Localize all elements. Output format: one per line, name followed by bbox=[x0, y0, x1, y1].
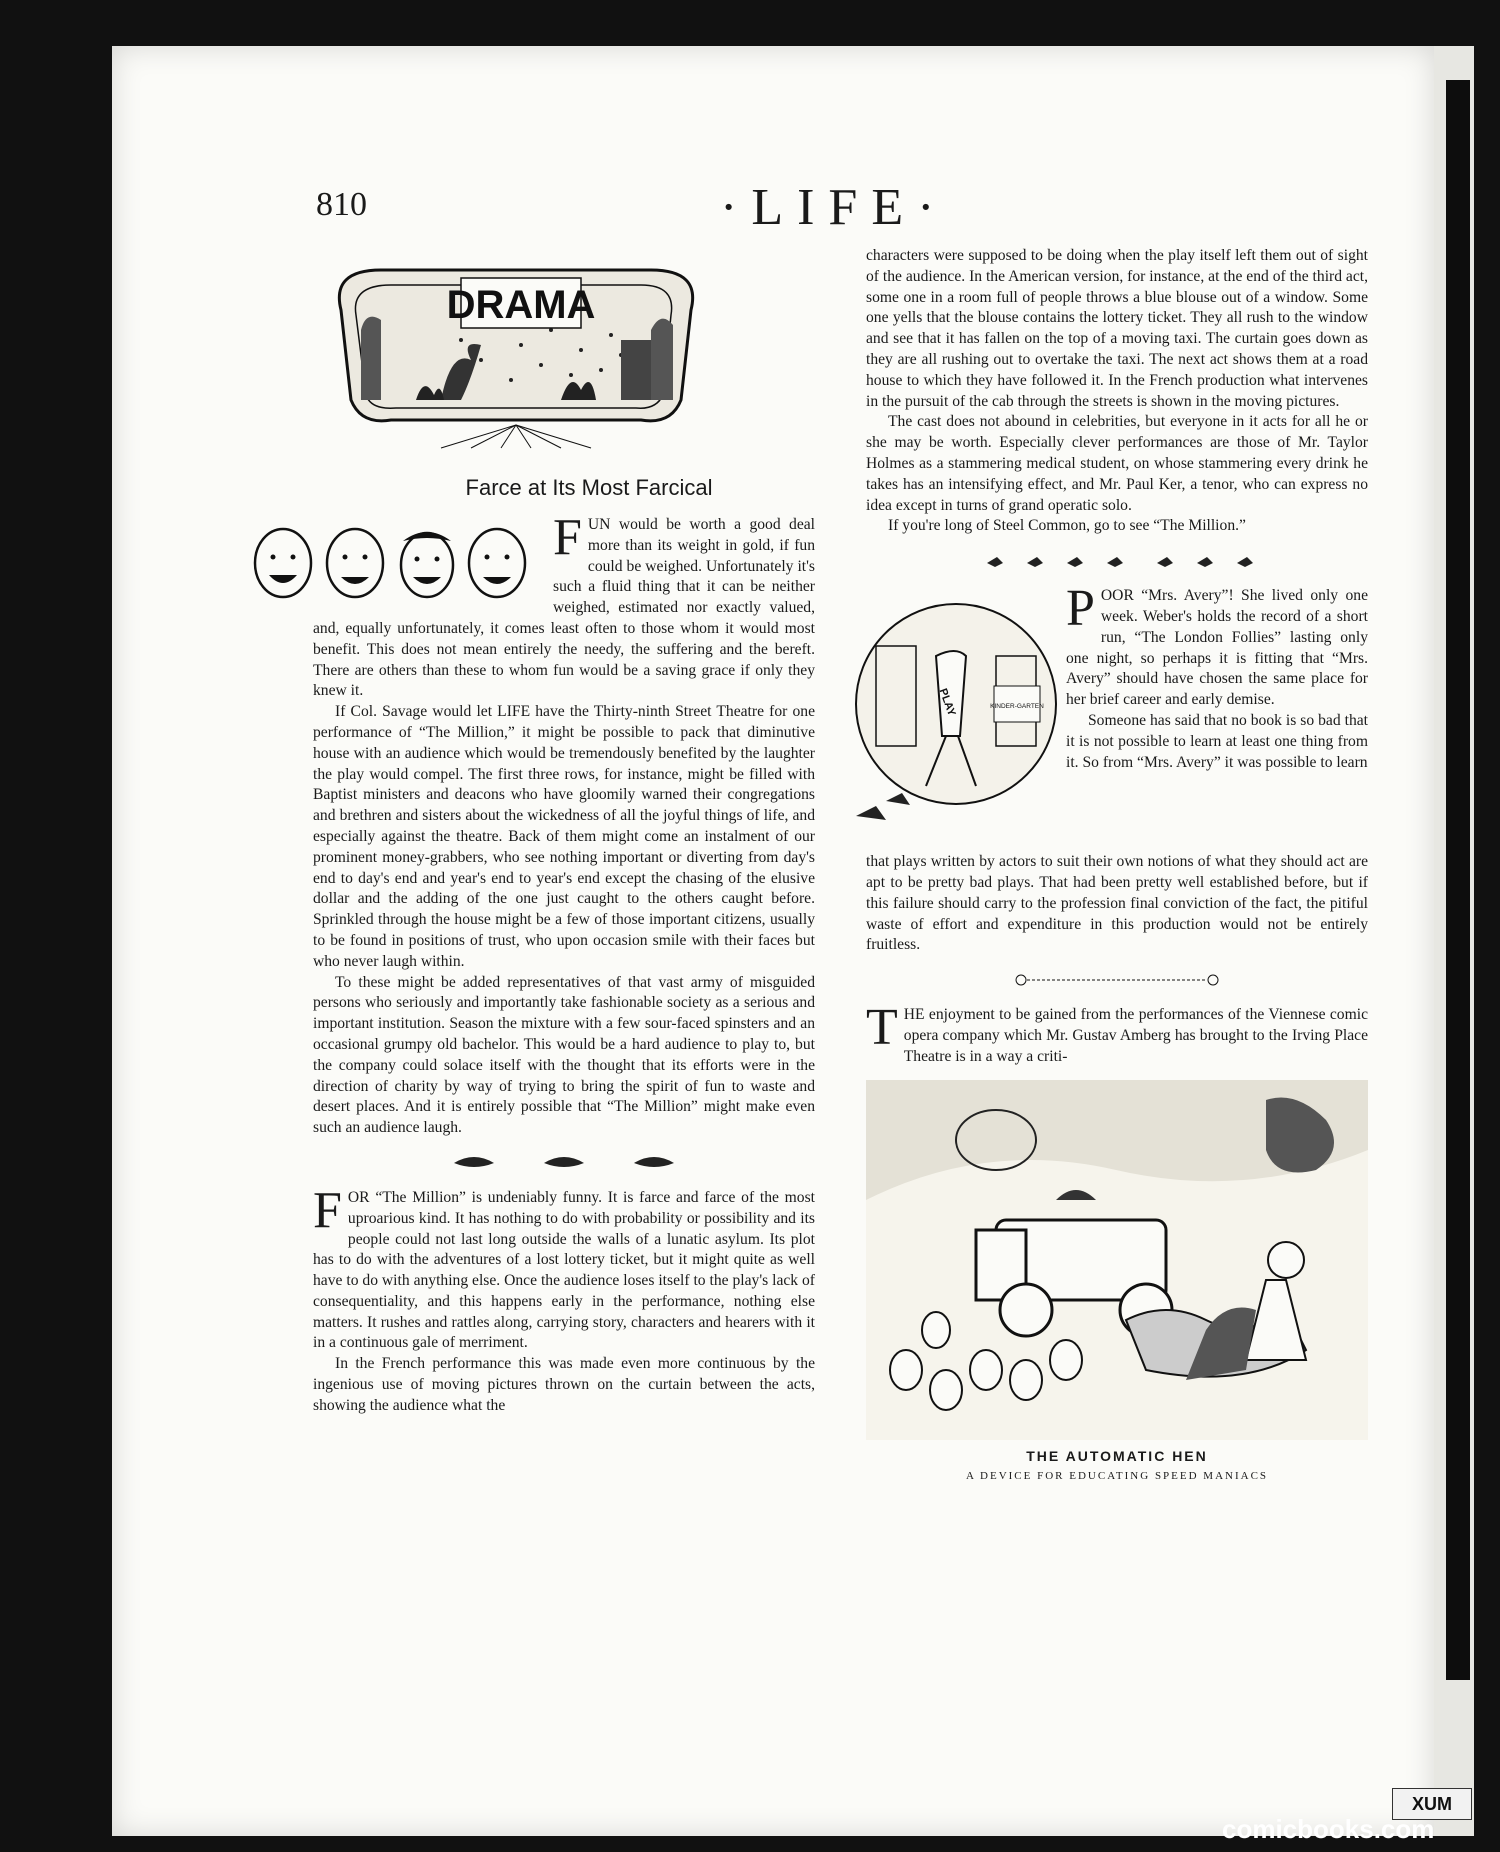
paragraph-steel-common: If you're long of Steel Common, go to see “The Million.” bbox=[888, 517, 1246, 535]
bird-ornament-icon bbox=[967, 551, 1267, 571]
laughing-faces-illustration bbox=[247, 515, 547, 611]
mrs-avery-section bbox=[866, 580, 1368, 848]
page-gutter-shadow bbox=[1446, 80, 1470, 1680]
drama-banner-label: DRAMA bbox=[446, 283, 596, 327]
illustration-caption-subtitle: A DEVICE FOR EDUCATING SPEED MANIACS bbox=[965, 1469, 1269, 1482]
right-column bbox=[866, 246, 1368, 1482]
line-ornament bbox=[866, 970, 1368, 995]
scroll-ornament-icon bbox=[434, 1153, 694, 1173]
divider-ornament-icon bbox=[997, 970, 1237, 990]
paragraph-mrs-avery-text: OOR “Mrs. Avery”! She lived only one week. Weber's holds the record of a short run, “The London Follies” lasting only one night, so perhaps it is fitting that “Mrs. Avery” should have chosen the same place for her brief career and early demise. bbox=[1066, 587, 1368, 709]
dropcap-f: F bbox=[553, 509, 582, 566]
paragraph-cast: The cast does not abound in celebrities, but everyone in it acts for all he or she may be worth. Especially clever performances are those of Mr. Taylor Holmes as a stammering medical student, on whose stammering every drink he takes has an intensifying effect, and Mr. Paul Ker, a tenor, who can express no idea except in turns of grand operatic solo. bbox=[866, 413, 1368, 514]
site-watermark: comicbooks.com bbox=[1222, 1814, 1435, 1844]
page-number: 810 bbox=[316, 186, 367, 223]
paragraph-mrs-avery bbox=[1066, 580, 1368, 711]
drama-banner-illustration bbox=[321, 250, 711, 450]
play-in-kindergarten-illustration bbox=[846, 586, 1066, 848]
dropcap-p: P bbox=[1066, 580, 1095, 638]
dropcap-t: T bbox=[866, 999, 898, 1057]
illustration-caption-title: THE AUTOMATIC HEN bbox=[1026, 1447, 1208, 1464]
left-column bbox=[313, 250, 815, 1417]
paragraph-vast-army: To these might be added representatives of that vast army of misguided persons who seriously and importantly take fashionable society as a serious and important institution. Season the mixture with a few sour-faced spinsters and an occasional grumpy old bachelor. This would be a hard audience to play to, but the company could solace itself with the thought that its efforts were in the direction of charity by way of trying to bring the spirit of fun to waste and desert places. And it is entirely possible that “The Million” might make even such an audience laugh. bbox=[313, 973, 815, 1137]
section-ornament bbox=[313, 1153, 815, 1178]
paragraph-french-performance: In the French performance this was made even more continuous by the ingenious use of moving pictures thrown on the curtain between the acts, showing the audience what the bbox=[313, 1355, 815, 1414]
archive-tag: XUM bbox=[1392, 1788, 1472, 1820]
paragraph-viennese bbox=[866, 999, 1368, 1067]
paragraph-col-savage: If Col. Savage would let LIFE have the Thirty-ninth Street Theatre for one performance of “The Million,” it might be possible to pack that diminutive house with an audience which would be tremendously benefited by the laughter the play would compel. The first three rows, for instance, might be filled with Baptist ministers and deacons who have gloomily warned their congregations and brethren and sisters about the wickedness of all the joyful things of life, and especially against the theatre. Back of them might come an instalment of our prominent money-grabbers, who see nothing important or diverting from day's end to day's end and year's end to year's end except the chasing of the elusive dollar and the adding of the one just caught to the others caught before. Sprinkled through the house might be a few of those important citizens, usually to be found in positions of trust, who upon occasion smile with their faces but who never laugh within. bbox=[313, 703, 815, 970]
article-headline: Farce at Its Most Farcical bbox=[465, 475, 713, 500]
paragraph-someone-said: Someone has said that no book is so bad that it is not possible to learn at least one thing from it. So from “Mrs. Avery” it was possible to learn bbox=[1066, 711, 1368, 771]
paragraph-fun-intro-text: UN would be worth a good deal more than its weight in gold, if fun could be weighed. Unfortunately it's such a fluid thing that it can be neither weighed, estimated nor exactly valued, and, equally unfortunately, it comes least often to those whom it would most benefit. This does not mean entirely the needy, the suffering and the bereft. There are others than these to whom fun would be a saving grace if only they knew it. bbox=[313, 516, 815, 700]
dropcap-f-2: F bbox=[313, 1181, 342, 1239]
paragraph-viennese-text: HE enjoyment to be gained from the performances of the Viennese comic opera company which Mr. Gustav Amberg has brought to the Irving Place Theatre is in a way a criti- bbox=[903, 1006, 1368, 1065]
paragraph-the-million bbox=[313, 1181, 815, 1354]
masthead: ·LIFE· bbox=[720, 179, 949, 236]
kindergarten-sign: KINDER-GARTEN bbox=[990, 703, 1044, 711]
play-figure-label: PLAY bbox=[936, 687, 958, 718]
bird-ornament-row bbox=[866, 551, 1368, 576]
paragraph-plays-by-actors: that plays written by actors to suit their own notions of what they should act are apt to be pretty bad plays. That had been pretty well established before, but if this failure should carry to the profession final conviction of the fact, the pitiful waste of effort and expenditure in this production would not be entirely fruitless. bbox=[866, 853, 1368, 954]
automatic-hen-illustration bbox=[866, 1080, 1368, 1440]
paragraph-characters: characters were supposed to be doing when the play itself left them out of sight of the audience. In the American version, for instance, at the end of the third act, some one in a room full of people throws a blue blouse out of a window. Some one yells that the blouse contains the lottery ticket. They all rush to the window and see that it has fallen on the top of a moving taxi. The curtain goes down as they are all rushing out to overtake the taxi. The next act shows them at a road house to which they have followed it. In the French production what intervenes in the pursuit of the cab through the streets is shown in the moving pictures. bbox=[866, 247, 1368, 410]
paragraph-the-million-text: OR “The Million” is undeniably funny. It is farce and farce of the most uproarious kind. It has nothing to do with probability or possibility and its people could not last long outside the walls of a lunatic asylum. Its plot has to do with the adventures of a lost lottery ticket, but it might quite as well have to do with anything else. Once the audience loses itself to the play's lack of consequentiality, and this happens early in the performance, nothing else matters. It rushes and rattles along, carrying story, characters and hearers with it in a continuous gale of merriment. bbox=[313, 1188, 815, 1352]
